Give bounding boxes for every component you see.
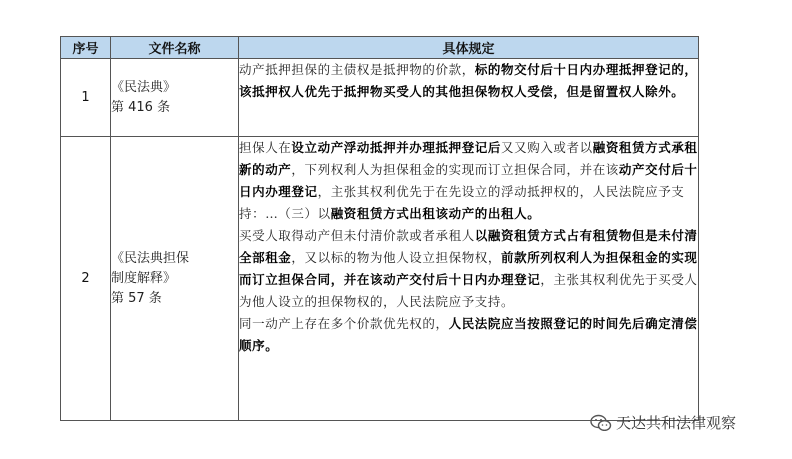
rule-segment: ，下列权利人为担保租金的实现而订立担保合同，并在该 bbox=[291, 162, 619, 177]
document-article-line: 第 416 条 bbox=[111, 99, 171, 115]
rule-emphasis: 融资租赁方式承租新的动产 bbox=[239, 140, 698, 177]
table-row bbox=[61, 137, 699, 421]
rule-emphasis: 标的物交付后十日内办理抵押登记的，该抵押权人优先于抵押物买受人的其他担保物权人受偿，但是留置权人除外。 bbox=[239, 62, 698, 99]
rule-segment: 同一动产上存在多个价款优先权的， bbox=[239, 316, 449, 331]
document-name bbox=[111, 59, 239, 137]
law-table bbox=[60, 36, 699, 421]
rule-emphasis: 前款所列权利人为担保租金的实现而订立担保合同，并在该动产交付后十日内办理登记 bbox=[239, 250, 698, 287]
rule-paragraph bbox=[239, 225, 698, 313]
rule-segment: 又又购入或者以 bbox=[501, 140, 593, 155]
table-row bbox=[61, 59, 699, 137]
rule-paragraph bbox=[239, 313, 698, 357]
watermark-text: 天达共和法律观察 bbox=[616, 414, 737, 432]
rule-paragraph bbox=[239, 59, 698, 103]
rule-emphasis: 人民法院应当按照登记的时间先后确定清偿顺序。 bbox=[239, 316, 698, 353]
document-name-line: 《民法典担保 bbox=[111, 250, 190, 266]
header-row bbox=[61, 37, 699, 59]
rule-segment: ，主张其权利优先于在先设立的浮动抵押权的，人民法院应予支持：…（三）以 bbox=[239, 184, 685, 221]
header-rule: 具体规定 bbox=[239, 37, 699, 59]
rule-text bbox=[239, 59, 699, 137]
wechat-icon bbox=[590, 414, 612, 432]
document-name bbox=[111, 137, 239, 421]
rule-emphasis: 以融资租赁方式占有租赁物但是未付清全部租金 bbox=[239, 228, 698, 265]
header-name: 文件名称 bbox=[111, 37, 239, 59]
watermark bbox=[590, 412, 736, 433]
row-number: 1 bbox=[61, 59, 111, 137]
rule-emphasis: 融资租赁方式出租该动产的出租人。 bbox=[330, 206, 541, 221]
document-name-line: 制度解释》 bbox=[111, 270, 177, 286]
rule-segment: 买受人取得动产但未付清价款或者承租人 bbox=[239, 228, 475, 243]
document-article-line: 第 57 条 bbox=[111, 290, 162, 306]
rule-segment: ，主张其权利优先于买受人为他人设立的担保物权的，人民法院应予支持。 bbox=[239, 272, 698, 309]
document-name-line: 《民法典》 bbox=[111, 79, 177, 95]
rule-segment: ，又以标的物为他人设立担保物权， bbox=[291, 250, 502, 265]
rule-emphasis: 设立动产浮动抵押并办理抵押登记后 bbox=[291, 140, 502, 155]
row-number: 2 bbox=[61, 137, 111, 421]
rule-paragraph bbox=[239, 137, 698, 225]
rule-segment: 担保人在 bbox=[239, 140, 292, 155]
rule-emphasis: 动产交付后十日内办理登记 bbox=[239, 162, 698, 199]
rule-segment: 动产抵押担保的主债权是抵押物的价款， bbox=[239, 62, 475, 77]
rule-text bbox=[239, 137, 699, 421]
header-num: 序号 bbox=[61, 37, 111, 59]
